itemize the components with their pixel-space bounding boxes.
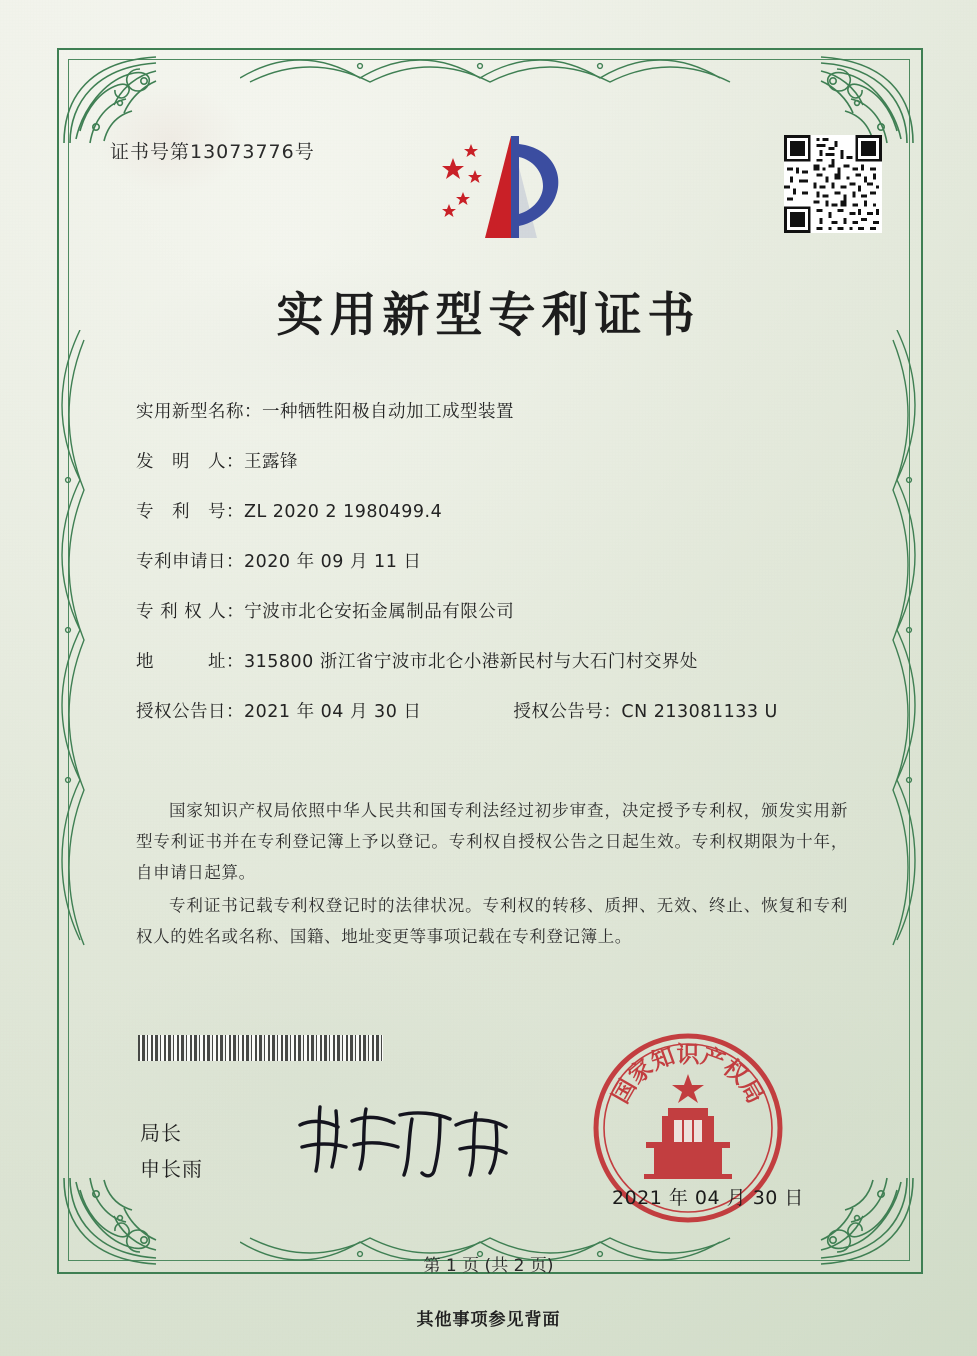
- field-value: 宁波市北仑安拓金属制品有限公司: [244, 602, 515, 622]
- field-value: 王露锋: [244, 452, 298, 472]
- field-patent-number: [136, 498, 856, 523]
- paragraph: 专利证书记载专利权登记时的法律状况。专利权的转移、质押、无效、终止、恢复和专利权人的姓名或名称、国籍、地址变更等事项记载在专利登记簿上。: [136, 896, 848, 946]
- handwritten-signature-icon: [290, 1095, 520, 1185]
- body-text: [136, 795, 848, 954]
- edge-ornament-icon: [50, 330, 90, 950]
- announcement-number: [513, 698, 777, 723]
- field-label: 授权公告日：: [136, 702, 244, 722]
- page-number: 第 1 页 (共 2 页): [423, 1256, 554, 1276]
- field-label: 专 利 号：: [136, 502, 244, 522]
- field-utility-model-name: [136, 398, 856, 423]
- field-label: 地 址：: [136, 652, 244, 672]
- field-address: [136, 648, 856, 673]
- field-application-date: [136, 548, 856, 573]
- signature-name: 申长雨: [140, 1157, 203, 1181]
- field-patentee: [136, 598, 856, 623]
- page-title: 实用新型专利证书: [276, 288, 701, 343]
- svg-text:国家知识产权局: 国家知识产权局: [607, 1042, 769, 1108]
- barcode: [138, 1035, 383, 1061]
- announcement-date: [136, 698, 421, 723]
- field-value: CN 213081133 U: [621, 702, 778, 722]
- qr-code-icon[interactable]: [784, 135, 882, 233]
- field-label: 授权公告号：: [513, 702, 622, 722]
- certificate-number: 证书号第13073776号: [110, 141, 315, 163]
- field-grant-row: [136, 698, 856, 723]
- edge-ornament-icon: [240, 48, 740, 88]
- field-label: 实用新型名称：: [136, 402, 262, 422]
- field-value: 2020 年 09 月 11 日: [244, 552, 422, 572]
- corner-ornament-icon: [60, 51, 172, 147]
- edge-ornament-icon: [887, 330, 927, 950]
- field-inventor: [136, 448, 856, 473]
- fields-block: [136, 398, 856, 741]
- field-label: 专利申请日：: [136, 552, 244, 572]
- paragraph: 国家知识产权局依照中华人民共和国专利法经过初步审查，决定授予专利权，颁发实用新型专利证书并在专利登记簿上予以登记。专利权自授权公告之日起生效。专利权期限为十年，自申请日起算。: [136, 801, 848, 882]
- field-value: ZL 2020 2 1980499.4: [244, 502, 443, 522]
- signature-title-label: 局长: [140, 1121, 182, 1145]
- field-label: 发 明 人：: [136, 452, 244, 472]
- seal-date: 2021 年 04 月 30 日: [612, 1187, 804, 1209]
- field-value: 一种牺牲阳极自动加工成型装置: [262, 402, 514, 422]
- footer-note: 其他事项参见背面: [416, 1310, 561, 1330]
- corner-ornament-icon: [805, 51, 917, 147]
- field-value: 2021 年 04 月 30 日: [244, 702, 422, 722]
- field-value: 315800 浙江省宁波市北仑小港新民村与大石门村交界处: [244, 652, 698, 672]
- cnipa-logo-icon: [415, 130, 575, 245]
- field-label: 专 利 权 人：: [136, 602, 245, 622]
